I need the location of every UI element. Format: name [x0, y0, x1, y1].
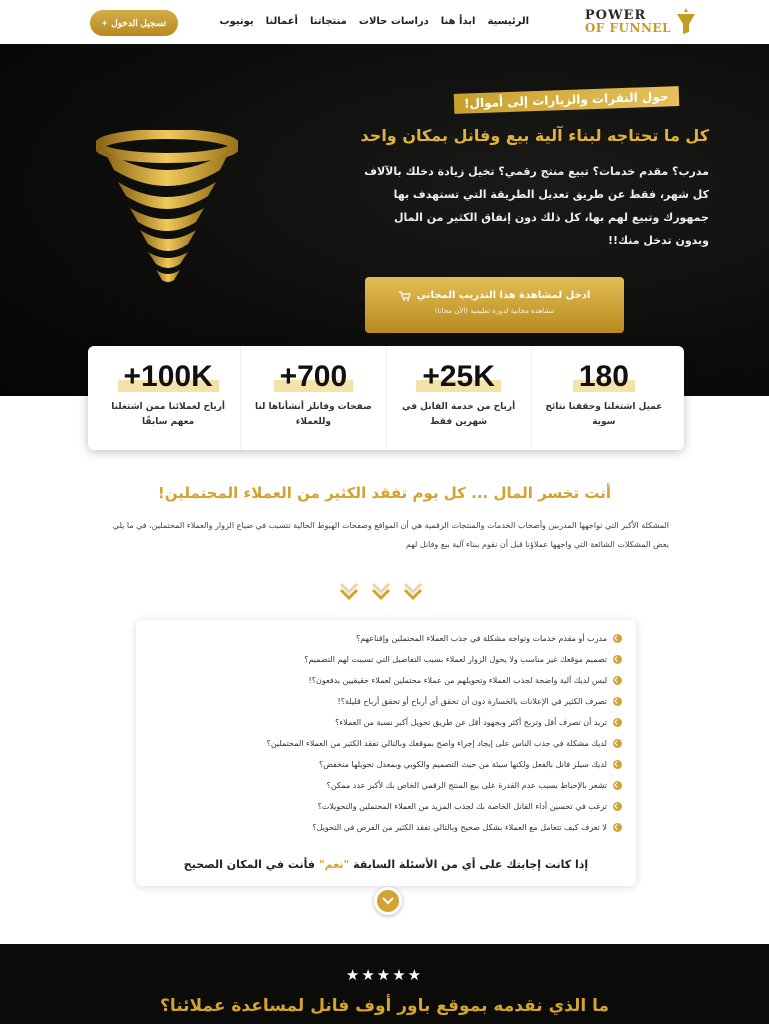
list-item [150, 733, 622, 754]
stat-item [386, 346, 531, 450]
summary-post: فأنت في المكان الصحيح [183, 858, 316, 871]
list-item [150, 691, 622, 712]
main-nav [219, 16, 529, 27]
question-text: لديك سيلز فانل بالفعل ولكنها سيئة من حيث التصميم والكوبي وبمعدل تحويلها منخفض؟ [319, 760, 607, 769]
question-text: تريد أن تصرف أقل وتربح أكثر وبجهود أقل عن طريق تحويل أكبر نسبة من العملاء؟ [335, 718, 607, 727]
list-item [150, 796, 622, 817]
cta-sublabel: مشاهدة مجانية لدورة تعليمية (الآن مجانا) [434, 307, 555, 315]
plus-icon: + [101, 18, 108, 28]
question-text: تصرف الكثير في الإعلانات بالخسارة دون أن تحقق أي أرباح أو تحقق أرباح قليلة؟! [337, 697, 607, 706]
list-item [150, 754, 622, 775]
cta-label: ادخل لمشاهدة هذا التدريب المجاني [416, 290, 591, 301]
bullet-icon [613, 802, 622, 811]
bullet-icon [613, 781, 622, 790]
stat-item [531, 346, 676, 450]
list-item [150, 628, 622, 649]
chevron-down-icon [338, 580, 360, 600]
questions-box [136, 620, 636, 886]
question-text: تشعر بالإحباط بسبب عدم القدرة على بيع المنتج الرقمي الخاص بك لأكبر عدد ممكن؟ [326, 781, 607, 790]
stat-value: +25K [416, 362, 501, 392]
question-text: ترغب في تحسين أداء الفانل الخاصة بك لجذب المزيد من العملاء المحتملين والتحويلات؟ [317, 802, 607, 811]
bullet-icon [613, 655, 622, 664]
logo-line-1: POWER [584, 7, 647, 23]
top-navbar [0, 0, 769, 44]
nav-item-portfolio[interactable]: أعمالنا [265, 16, 298, 27]
list-item [150, 670, 622, 691]
question-text: تصميم موقعك غير مناسب ولا يحول الزوار لعملاء بسبب التفاصيل التي تسببت لهم التصميم؟ [304, 655, 607, 664]
stat-label: صفحات وفانلز أنشأناها لنا وللعملاء [254, 402, 372, 427]
chevron-group [338, 580, 424, 600]
stat-value: +100K [118, 362, 219, 392]
question-text: مدرب أو مقدم خدمات وتواجه مشكلة في جذب العملاء المحتملين وإقناعهم؟ [355, 634, 607, 643]
login-button[interactable] [90, 10, 178, 36]
hero-title: كل ما تحتاجه لبناء آلية بيع وفانل بمكان واحد [360, 126, 709, 145]
hero-section [0, 44, 769, 396]
login-button-label: تسجيل الدخول [111, 17, 167, 28]
bullet-icon [613, 760, 622, 769]
list-item [150, 817, 622, 838]
stat-label: عميل اشتغلنا وحققنا نتائج سوية [545, 402, 663, 427]
stat-label: أرباح من خدمة الفانل في شهرين فقط [402, 402, 516, 427]
services-section [0, 944, 769, 1024]
chevron-down-icon [402, 580, 424, 600]
nav-item-products[interactable]: منتجاتنا [309, 16, 347, 27]
questions-summary [136, 858, 636, 871]
services-title: ما الذي نقدمه بموقع باور أوف فانل لمساعدة عملائنا؟ [159, 996, 610, 1016]
nav-item-home[interactable]: الرئيسية [487, 16, 529, 27]
bullet-icon [613, 634, 622, 643]
cart-icon [399, 291, 411, 301]
scroll-down-button[interactable] [374, 887, 402, 915]
bullet-icon [613, 739, 622, 748]
nav-item-youtube[interactable]: يوتيوب [219, 16, 254, 27]
list-item [150, 712, 622, 733]
stat-value: +700 [274, 362, 354, 392]
question-text: ليس لديك آلية واضحة لجذب العملاء وتحويلهم من عملاء محتملين لعملاء حقيقيين يدفعون؟! [308, 676, 607, 685]
bullet-icon [613, 676, 622, 685]
stat-item [96, 346, 240, 450]
question-text: لا تعرف كيف تتعامل مع العملاء بشكل صحيح وبالتالي تفقد الكثير من الفرص في التحويل؟ [312, 823, 607, 832]
stats-card [88, 346, 684, 450]
summary-highlight: "نعم" [318, 858, 350, 871]
hero-description: مدرب؟ مقدم خدمات؟ تبيع منتج رقمي؟ تخيل زيادة دخلك بالآلاف كل شهر، فقط عن طريق تعديل الطريقة التي تستهدف بها جمهورك وتبيع لهم بها، كل ذلك دون إنفاق الكثير من المال وبدون تدخل منك!! [364, 165, 709, 247]
bullet-icon [613, 697, 622, 706]
site-logo[interactable] [585, 6, 697, 36]
nav-item-start-here[interactable]: ابدأ هنا [440, 16, 476, 27]
stat-item [240, 346, 385, 450]
list-item [150, 775, 622, 796]
free-training-cta-button[interactable] [365, 277, 624, 333]
funnel-logo-icon [675, 6, 697, 36]
gold-tornado-funnel-icon [96, 130, 238, 284]
logo-line-2: OF FUNNEL [584, 20, 671, 35]
nav-item-case-studies[interactable]: دراسات حالات [358, 16, 429, 27]
chevron-down-icon [382, 897, 394, 905]
questions-list [150, 628, 622, 838]
summary-pre: إذا كانت إجابتك على أي من الأسئلة السابقة [353, 858, 589, 871]
bullet-icon [613, 823, 622, 832]
question-text: لديك مشكلة في جذب الناس على إيجاد إجراء واضح بموقعك وبالتالي تفقد الكثير من العملاء المحتملين؟ [266, 739, 607, 748]
stat-value: 180 [573, 362, 635, 392]
hero-kicker: حول النقرات والزيارات إلى أموال! [454, 86, 679, 114]
bullet-icon [613, 718, 622, 727]
rating-stars-icon: ★★★★★ [345, 966, 424, 984]
chevron-down-icon [370, 580, 392, 600]
stat-label: أرباح لعملائنا ممن اشتغلنا معهم سابقًا [111, 402, 226, 427]
losing-money-title: أنت تخسر المال ... كل يوم تفقد الكثير من العملاء المحتملين! [157, 484, 612, 502]
list-item [150, 649, 622, 670]
losing-money-description: المشكلة الأكبر التي تواجهها المدربين وأصحاب الخدمات والمنتجات الرقمية هي أن المواقع وصفحات الهبوط الحالية تتسبب في ضياع الزوار والعملاء المحتملين، في ما يلي بعض المشكلات الشائعة التي واجهها عملاؤنا قبل أن نقوم ببناء آلية بيع وفانل لهم [112, 521, 669, 549]
